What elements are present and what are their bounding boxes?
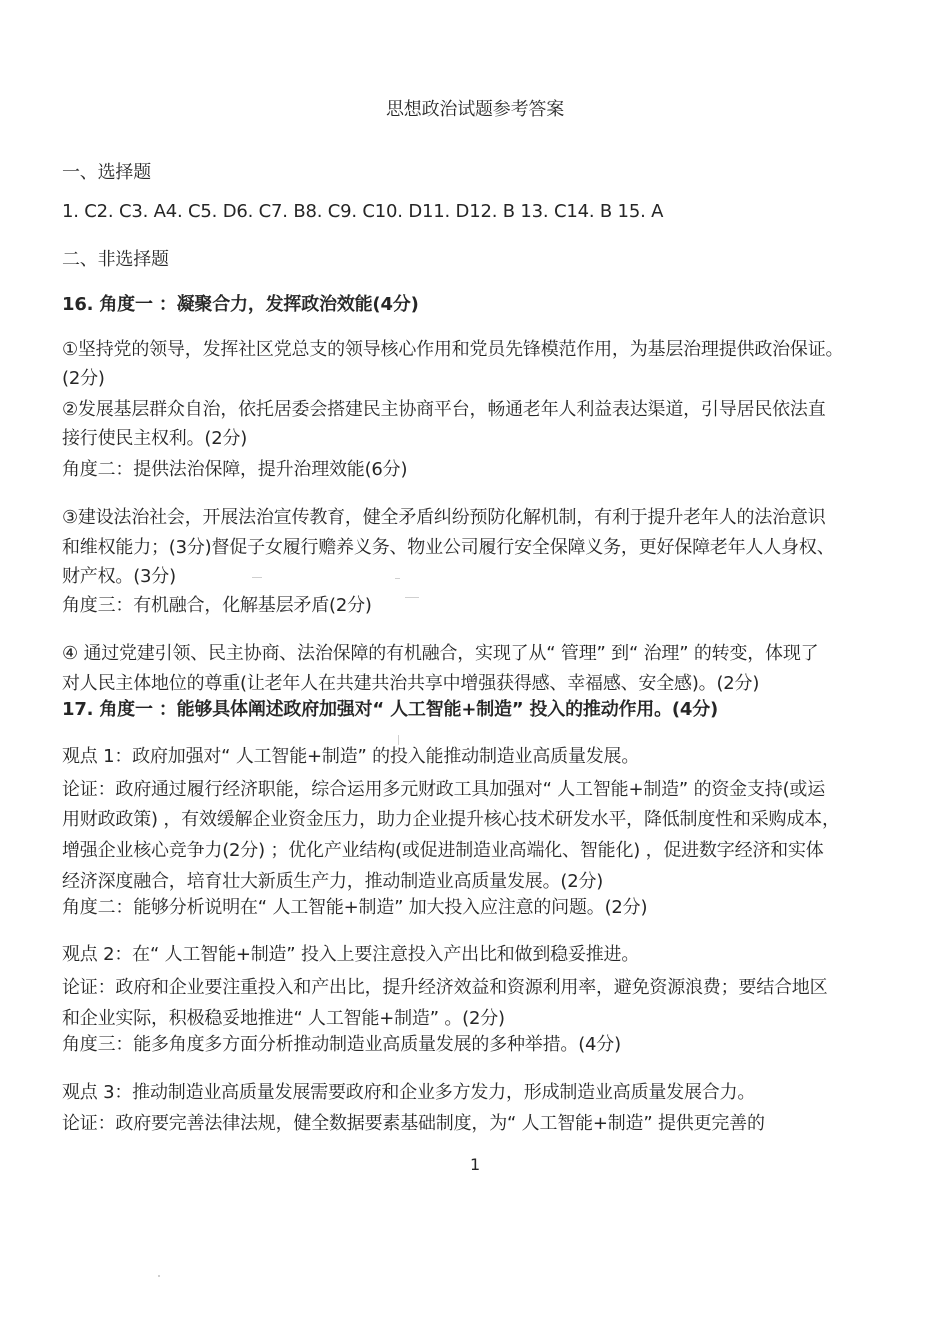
- page-number: 1: [470, 1155, 480, 1174]
- q17-heading-text: 17. 角度一 ：能够具体阐述政府加强对“ 人工智能+制造” 投入的推动作用。(4分): [62, 699, 719, 720]
- section-heading-nonchoice: 二、非选择题: [62, 249, 169, 270]
- q17-arg1-line3: 增强企业核心竞争力(2分) ；优化产业结构(或促进制造业高端化、智能化) ，促进数字经济和实体: [62, 840, 824, 861]
- q17-angle3: 角度三：能多角度多方面分析推动制造业高质量发展的多种举措。(4分): [62, 1034, 621, 1055]
- q17-arg3: 论证：政府要完善法律法规，健全数据要素基础制度，为“ 人工智能+制造” 提供更完善的: [62, 1113, 765, 1134]
- q17-arg2-line1: 论证：政府和企业要注重投入和产出比，提升经济效益和资源利用率，避免资源浪费；要结合地区: [62, 977, 828, 998]
- q16-heading-text: 16. 角度一 ：凝聚合力，发挥政治效能(4分): [62, 294, 419, 315]
- q17-arg1-line1: 论证：政府通过履行经济职能，综合运用多元财政工具加强对“ 人工智能+制造” 的资金支持(或运: [62, 779, 825, 800]
- scan-mark: [252, 577, 262, 578]
- q17-arg1-line4: 经济深度融合，培育壮大新质生产力，推动制造业高质量发展。(2分): [62, 871, 604, 892]
- q16-point1-line2: (2分): [62, 368, 105, 389]
- q16-point2-line2: 接行使民主权利。(2分): [62, 428, 248, 449]
- q17-view3: 观点 3：推动制造业高质量发展需要政府和企业多方发力，形成制造业高质量发展合力。: [62, 1082, 756, 1103]
- q16-heading: [62, 295, 419, 316]
- q16-point4-line2: 对人民主体地位的尊重(让老年人在共建共治共享中增强获得感、幸福感、安全感)。(2分): [62, 673, 760, 694]
- q16-point3-line3: 财产权。(3分): [62, 566, 176, 587]
- q17-arg2-line2: 和企业实际，积极稳妥地推进“ 人工智能+制造” 。(2分): [62, 1008, 505, 1029]
- q16-point1-line1: ①坚持党的领导，发挥社区党总支的领导核心作用和党员先锋模范作用，为基层治理提供政治保证。: [62, 339, 844, 360]
- q16-point3-line1: ③建设法治社会，开展法治宣传教育，健全矛盾纠纷预防化解机制，有利于提升老年人的法治意识: [62, 507, 826, 528]
- q17-heading: [62, 700, 718, 721]
- page-title: 思想政治试题参考答案: [386, 99, 564, 120]
- q17-angle2: 角度二：能够分析说明在“ 人工智能+制造” 加大投入应注意的问题。(2分): [62, 897, 648, 918]
- q17-arg1-line2: 用财政政策) ，有效缓解企业资金压力，助力企业提升核心技术研发水平，降低制度性和采购成本，: [62, 809, 840, 830]
- q16-point2-line1: ②发展基层群众自治，依托居委会搭建民主协商平台，畅通老年人利益表达渠道，引导居民依法直: [62, 399, 826, 420]
- q16-point4-line1: ④ 通过党建引领、民主协商、法治保障的有机融合，实现了从“ 管理” 到“ 治理” 的转变，体现了: [62, 643, 819, 664]
- choice-answers: 1. C2. C3. A4. C5. D6. C7. B8. C9. C10. D11. D12. B 13. C14. B 15. A: [62, 201, 664, 222]
- section-heading-choice: 一、选择题: [62, 162, 151, 183]
- scan-mark: [395, 578, 400, 579]
- q17-view2: 观点 2：在“ 人工智能+制造” 投入上要注意投入产出比和做到稳妥推进。: [62, 944, 640, 965]
- scan-mark: [398, 735, 399, 745]
- q17-view1: 观点 1：政府加强对“ 人工智能+制造” 的投入能推动制造业高质量发展。: [62, 746, 640, 767]
- scan-mark: [405, 597, 419, 598]
- q16-angle2: 角度二：提供法治保障，提升治理效能(6分): [62, 459, 408, 480]
- q16-angle3: 角度三：有机融合，化解基层矛盾(2分): [62, 595, 372, 616]
- scan-mark: [158, 1275, 160, 1277]
- q16-point3-line2: 和维权能力；(3分)督促子女履行赡养义务、物业公司履行安全保障义务，更好保障老年人人身权、: [62, 537, 835, 558]
